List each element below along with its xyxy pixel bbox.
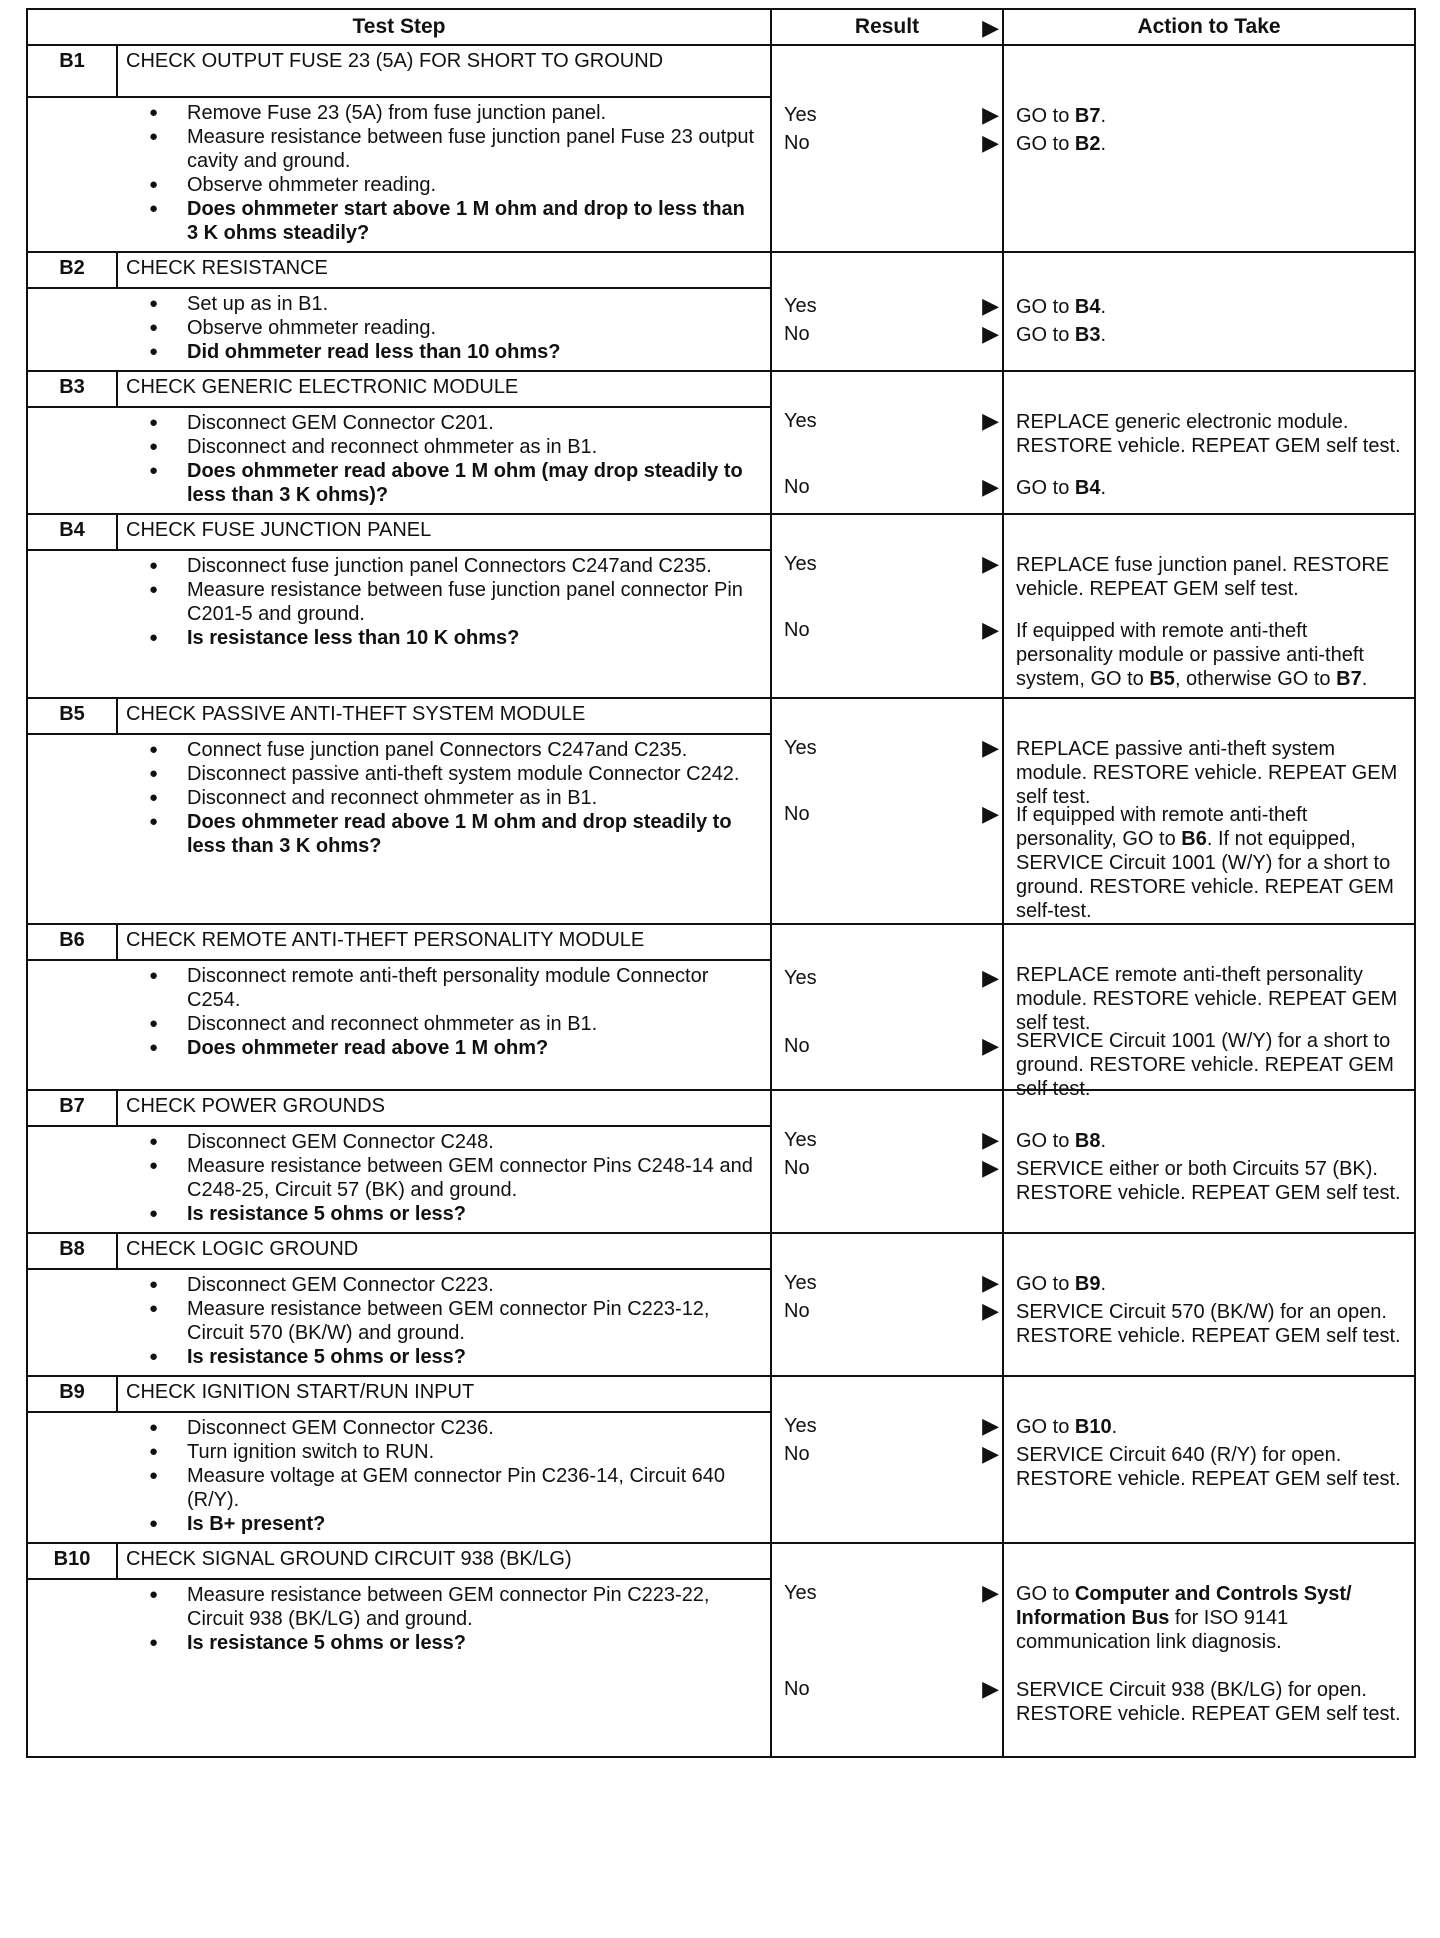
action-no bbox=[1016, 132, 1408, 156]
result-cell bbox=[771, 252, 1003, 371]
step-instructions bbox=[117, 550, 771, 698]
result-yes: Yes bbox=[784, 1272, 817, 1294]
table-header bbox=[27, 9, 1415, 45]
step-instructions bbox=[117, 1579, 771, 1757]
result-yes: Yes bbox=[784, 1129, 817, 1151]
step-number: B7 bbox=[27, 1090, 117, 1126]
action-no bbox=[1016, 476, 1408, 500]
step-instructions bbox=[117, 1412, 771, 1543]
action-text: GO to bbox=[1016, 1273, 1075, 1295]
arrow-right-icon: ▶ bbox=[982, 321, 999, 346]
instruction-list bbox=[187, 292, 760, 364]
instruction-item: ● Disconnect GEM Connector C236. bbox=[187, 1416, 760, 1440]
step-title: CHECK REMOTE ANTI-THEFT PERSONALITY MODULE bbox=[117, 924, 771, 960]
step-spacer bbox=[27, 1579, 117, 1757]
action-text: . bbox=[1100, 105, 1107, 127]
step-title: CHECK POWER GROUNDS bbox=[117, 1090, 771, 1126]
action-no bbox=[1016, 1300, 1408, 1348]
arrow-right-icon: ▶ bbox=[982, 1155, 999, 1180]
step-instructions bbox=[117, 407, 771, 514]
instruction-item: ● Measure resistance between fuse junction panel connector Pin C201-5 and ground. bbox=[187, 578, 760, 626]
result-no: No bbox=[784, 1443, 810, 1465]
step-instructions bbox=[117, 97, 771, 252]
result-no: No bbox=[784, 1678, 810, 1700]
step-spacer bbox=[27, 288, 117, 371]
arrow-right-icon: ▶ bbox=[982, 15, 999, 40]
action-text: . bbox=[1100, 1130, 1107, 1152]
step-title-row bbox=[27, 514, 1415, 550]
instruction-item: ● Disconnect GEM Connector C248. bbox=[187, 1130, 760, 1154]
result-no: No bbox=[784, 1035, 810, 1057]
instruction-question: ● Is resistance 5 ohms or less? bbox=[187, 1345, 760, 1369]
result-yes: Yes bbox=[784, 295, 817, 317]
result-no: No bbox=[784, 619, 810, 641]
instruction-list bbox=[187, 738, 760, 858]
action-text: GO to bbox=[1016, 1130, 1075, 1152]
action-yes bbox=[1016, 1415, 1408, 1439]
action-text: . bbox=[1100, 1273, 1107, 1295]
step-spacer bbox=[27, 960, 117, 1090]
action-text: SERVICE either or both Circuits 57 (BK). RESTORE vehicle. REPEAT GEM self test. bbox=[1016, 1158, 1401, 1204]
header-test-step: Test Step bbox=[27, 9, 771, 45]
step-instructions bbox=[117, 960, 771, 1090]
step-reference: B5 bbox=[1149, 668, 1175, 690]
instruction-list bbox=[187, 411, 760, 507]
result-yes: Yes bbox=[784, 553, 817, 575]
pinpoint-test-table bbox=[26, 8, 1416, 1758]
arrow-right-icon: ▶ bbox=[982, 1127, 999, 1152]
action-text: GO to bbox=[1016, 324, 1075, 346]
step-number: B9 bbox=[27, 1376, 117, 1412]
instruction-question: ● Does ohmmeter read above 1 M ohm and drop steadily to less than 3 K ohms? bbox=[187, 810, 760, 858]
step-title-row bbox=[27, 1090, 1415, 1126]
header-action: Action to Take bbox=[1003, 9, 1415, 45]
step-number: B1 bbox=[27, 45, 117, 97]
instruction-item: ● Measure voltage at GEM connector Pin C236-14, Circuit 640 (R/Y). bbox=[187, 1464, 760, 1512]
action-no bbox=[1016, 619, 1408, 691]
action-text: . bbox=[1100, 133, 1107, 155]
result-no: No bbox=[784, 1157, 810, 1179]
instruction-item: ● Connect fuse junction panel Connectors C247and C235. bbox=[187, 738, 760, 762]
action-no bbox=[1016, 1443, 1408, 1491]
action-cell bbox=[1003, 371, 1415, 514]
result-cell bbox=[771, 1543, 1003, 1757]
instruction-question: ● Is resistance 5 ohms or less? bbox=[187, 1631, 760, 1655]
action-text: GO to bbox=[1016, 477, 1075, 499]
action-no bbox=[1016, 323, 1408, 347]
instruction-item: ● Measure resistance between GEM connector Pins C248-14 and C248-25, Circuit 57 (BK) and ground. bbox=[187, 1154, 760, 1202]
instruction-item: ● Disconnect and reconnect ohmmeter as in B1. bbox=[187, 435, 760, 459]
step-title: CHECK FUSE JUNCTION PANEL bbox=[117, 514, 771, 550]
action-text: GO to bbox=[1016, 1583, 1075, 1605]
result-no: No bbox=[784, 132, 810, 154]
action-cell bbox=[1003, 1376, 1415, 1543]
result-yes: Yes bbox=[784, 1415, 817, 1437]
arrow-right-icon: ▶ bbox=[982, 617, 999, 642]
action-cell bbox=[1003, 1233, 1415, 1376]
step-title: CHECK GENERIC ELECTRONIC MODULE bbox=[117, 371, 771, 407]
step-spacer bbox=[27, 1269, 117, 1376]
action-text: . bbox=[1100, 296, 1107, 318]
instruction-item: ● Turn ignition switch to RUN. bbox=[187, 1440, 760, 1464]
arrow-right-icon: ▶ bbox=[982, 474, 999, 499]
result-yes: Yes bbox=[784, 104, 817, 126]
instruction-question: ● Did ohmmeter read less than 10 ohms? bbox=[187, 340, 760, 364]
instruction-item: ● Measure resistance between GEM connector Pin C223-22, Circuit 938 (BK/LG) and ground. bbox=[187, 1583, 760, 1631]
result-cell bbox=[771, 698, 1003, 924]
arrow-right-icon: ▶ bbox=[982, 1441, 999, 1466]
action-yes bbox=[1016, 553, 1408, 601]
result-cell bbox=[771, 1233, 1003, 1376]
instruction-item: ● Disconnect and reconnect ohmmeter as in B1. bbox=[187, 786, 760, 810]
action-text: If equipped with remote anti-theft personality module or passive anti-theft system, GO to bbox=[1016, 620, 1364, 690]
action-yes bbox=[1016, 737, 1408, 809]
action-text: REPLACE generic electronic module. RESTORE vehicle. REPEAT GEM self test. bbox=[1016, 411, 1401, 457]
action-text: SERVICE Circuit 1001 (W/Y) for a short to ground. RESTORE vehicle. REPEAT GEM self test. bbox=[1016, 1030, 1394, 1100]
arrow-right-icon: ▶ bbox=[982, 130, 999, 155]
instruction-question: ● Does ohmmeter start above 1 M ohm and drop to less than 3 K ohms steadily? bbox=[187, 197, 760, 245]
step-number: B6 bbox=[27, 924, 117, 960]
step-number: B3 bbox=[27, 371, 117, 407]
step-reference: B7 bbox=[1336, 668, 1362, 690]
action-yes bbox=[1016, 1272, 1408, 1296]
action-yes bbox=[1016, 410, 1408, 458]
step-number: B2 bbox=[27, 252, 117, 288]
action-text: REPLACE passive anti-theft system module. RESTORE vehicle. REPEAT GEM self test. bbox=[1016, 738, 1398, 808]
arrow-right-icon: ▶ bbox=[982, 1413, 999, 1438]
instruction-item: ● Disconnect fuse junction panel Connectors C247and C235. bbox=[187, 554, 760, 578]
arrow-right-icon: ▶ bbox=[982, 1298, 999, 1323]
step-number: B8 bbox=[27, 1233, 117, 1269]
instruction-list bbox=[187, 964, 760, 1060]
instruction-question: ● Does ohmmeter read above 1 M ohm (may drop steadily to less than 3 K ohms)? bbox=[187, 459, 760, 507]
action-cell bbox=[1003, 45, 1415, 252]
step-reference: B2 bbox=[1074, 133, 1101, 155]
step-number: B5 bbox=[27, 698, 117, 734]
instruction-item: ● Observe ohmmeter reading. bbox=[187, 316, 760, 340]
result-yes: Yes bbox=[784, 1582, 817, 1604]
action-yes bbox=[1016, 963, 1408, 1035]
step-reference: B10 bbox=[1074, 1416, 1112, 1438]
instruction-item: ● Remove Fuse 23 (5A) from fuse junction panel. bbox=[187, 101, 760, 125]
action-text: GO to bbox=[1016, 296, 1075, 318]
arrow-right-icon: ▶ bbox=[982, 1270, 999, 1295]
instruction-item: ● Disconnect and reconnect ohmmeter as in B1. bbox=[187, 1012, 760, 1036]
action-text: SERVICE Circuit 938 (BK/LG) for open. RESTORE vehicle. REPEAT GEM self test. bbox=[1016, 1679, 1401, 1725]
step-title: CHECK SIGNAL GROUND CIRCUIT 938 (BK/LG) bbox=[117, 1543, 771, 1579]
result-yes: Yes bbox=[784, 410, 817, 432]
step-reference: B6 bbox=[1181, 828, 1207, 850]
action-text: REPLACE remote anti-theft personality module. RESTORE vehicle. REPEAT GEM self test. bbox=[1016, 964, 1398, 1034]
header-result-label: Result bbox=[854, 15, 920, 38]
action-text: for ISO 9141 communication link diagnosis. bbox=[1016, 1607, 1289, 1653]
action-cell bbox=[1003, 698, 1415, 924]
step-instructions bbox=[117, 288, 771, 371]
step-spacer bbox=[27, 734, 117, 924]
action-yes bbox=[1016, 104, 1408, 128]
action-text: SERVICE Circuit 640 (R/Y) for open. RESTORE vehicle. REPEAT GEM self test. bbox=[1016, 1444, 1401, 1490]
step-reference: B7 bbox=[1074, 105, 1101, 127]
step-title: CHECK LOGIC GROUND bbox=[117, 1233, 771, 1269]
instruction-list bbox=[187, 554, 760, 650]
action-text: GO to bbox=[1016, 1416, 1075, 1438]
instruction-item: ● Set up as in B1. bbox=[187, 292, 760, 316]
action-text: If equipped with remote anti-theft personality, GO to bbox=[1016, 804, 1308, 850]
instruction-question: ● Is B+ present? bbox=[187, 1512, 760, 1536]
instruction-item: ● Measure resistance between GEM connector Pin C223-12, Circuit 570 (BK/W) and ground. bbox=[187, 1297, 760, 1345]
instruction-item: ● Disconnect GEM Connector C223. bbox=[187, 1273, 760, 1297]
action-text: otherwise GO to bbox=[1180, 668, 1337, 690]
action-text: GO to bbox=[1016, 133, 1075, 155]
action-yes bbox=[1016, 295, 1408, 319]
action-text: . bbox=[1361, 668, 1368, 690]
action-yes bbox=[1016, 1129, 1408, 1153]
step-reference: Computer and Controls Syst/ Information Bus bbox=[1016, 1583, 1352, 1629]
instruction-list bbox=[187, 1583, 760, 1655]
arrow-right-icon: ▶ bbox=[982, 293, 999, 318]
step-reference: B4 bbox=[1074, 477, 1101, 499]
step-spacer bbox=[27, 1412, 117, 1543]
result-no: No bbox=[784, 803, 810, 825]
step-title-row bbox=[27, 371, 1415, 407]
step-spacer bbox=[27, 97, 117, 252]
action-yes bbox=[1016, 1582, 1408, 1654]
step-instructions bbox=[117, 734, 771, 924]
result-no: No bbox=[784, 323, 810, 345]
instruction-list bbox=[187, 1416, 760, 1536]
action-text: GO to bbox=[1016, 105, 1075, 127]
diagnostic-table-page bbox=[26, 8, 1414, 1758]
action-no bbox=[1016, 803, 1408, 923]
action-cell bbox=[1003, 1090, 1415, 1233]
action-cell bbox=[1003, 924, 1415, 1100]
instruction-list bbox=[187, 101, 760, 245]
table-body bbox=[27, 45, 1415, 1757]
step-title: CHECK RESISTANCE bbox=[117, 252, 771, 288]
step-title-row bbox=[27, 252, 1415, 288]
step-reference: B4 bbox=[1074, 296, 1101, 318]
header-result bbox=[771, 9, 1003, 45]
action-no bbox=[1016, 1157, 1408, 1205]
arrow-right-icon: ▶ bbox=[982, 965, 999, 990]
action-text: . bbox=[1100, 477, 1107, 499]
action-no bbox=[1016, 1678, 1408, 1726]
step-title-row bbox=[27, 698, 1415, 734]
step-title: CHECK PASSIVE ANTI-THEFT SYSTEM MODULE bbox=[117, 698, 771, 734]
step-spacer bbox=[27, 407, 117, 514]
arrow-right-icon: ▶ bbox=[982, 1033, 999, 1058]
action-text: . bbox=[1100, 324, 1107, 346]
arrow-right-icon: ▶ bbox=[982, 801, 999, 826]
result-cell bbox=[771, 924, 1003, 1090]
arrow-right-icon: ▶ bbox=[982, 1580, 999, 1605]
step-number: B4 bbox=[27, 514, 117, 550]
result-cell bbox=[771, 1376, 1003, 1543]
action-text: . bbox=[1111, 1416, 1118, 1438]
instruction-question: ● Is resistance 5 ohms or less? bbox=[187, 1202, 760, 1226]
action-cell bbox=[1003, 1543, 1415, 1757]
instruction-item: ● Observe ohmmeter reading. bbox=[187, 173, 760, 197]
action-text: SERVICE Circuit 570 (BK/W) for an open. RESTORE vehicle. REPEAT GEM self test. bbox=[1016, 1301, 1401, 1347]
result-cell bbox=[771, 514, 1003, 698]
step-number: B10 bbox=[27, 1543, 117, 1579]
result-no: No bbox=[784, 476, 810, 498]
arrow-right-icon: ▶ bbox=[982, 102, 999, 127]
step-instructions bbox=[117, 1269, 771, 1376]
instruction-item: ● Disconnect remote anti-theft personality module Connector C254. bbox=[187, 964, 760, 1012]
result-yes: Yes bbox=[784, 737, 817, 759]
instruction-list bbox=[187, 1130, 760, 1226]
result-no: No bbox=[784, 1300, 810, 1322]
action-text: REPLACE fuse junction panel. RESTORE vehicle. REPEAT GEM self test. bbox=[1016, 554, 1390, 600]
instruction-item: ● Disconnect passive anti-theft system module Connector C242. bbox=[187, 762, 760, 786]
step-title-row bbox=[27, 924, 1415, 960]
result-cell bbox=[771, 371, 1003, 514]
instruction-question: ● Does ohmmeter read above 1 M ohm? bbox=[187, 1036, 760, 1060]
step-reference: B8 bbox=[1074, 1130, 1101, 1152]
arrow-right-icon: ▶ bbox=[982, 408, 999, 433]
action-text: . If not equipped, SERVICE Circuit 1001 (W/Y) for a short to ground. RESTORE vehicle. REPEAT GEM self-test. bbox=[1016, 828, 1394, 922]
step-title-row bbox=[27, 1543, 1415, 1579]
step-instructions bbox=[117, 1126, 771, 1233]
step-title: CHECK OUTPUT FUSE 23 (5A) FOR SHORT TO GROUND bbox=[117, 45, 771, 97]
instruction-question: ● Is resistance less than 10 K ohms? bbox=[187, 626, 760, 650]
arrow-right-icon: ▶ bbox=[982, 1676, 999, 1701]
step-title-row bbox=[27, 1233, 1415, 1269]
action-cell bbox=[1003, 252, 1415, 371]
action-cell bbox=[1003, 514, 1415, 698]
step-reference: B3 bbox=[1074, 324, 1101, 346]
step-title-row bbox=[27, 45, 1415, 97]
step-spacer bbox=[27, 1126, 117, 1233]
step-title: CHECK IGNITION START/RUN INPUT bbox=[117, 1376, 771, 1412]
instruction-item: ● Disconnect GEM Connector C201. bbox=[187, 411, 760, 435]
instruction-item: ● Measure resistance between fuse junction panel Fuse 23 output cavity and ground. bbox=[187, 125, 760, 173]
step-reference: B9 bbox=[1074, 1273, 1101, 1295]
instruction-list bbox=[187, 1273, 760, 1369]
action-text: , bbox=[1174, 668, 1181, 690]
result-cell bbox=[771, 1090, 1003, 1233]
result-yes: Yes bbox=[784, 967, 817, 989]
step-title-row bbox=[27, 1376, 1415, 1412]
arrow-right-icon: ▶ bbox=[982, 735, 999, 760]
arrow-right-icon: ▶ bbox=[982, 551, 999, 576]
step-spacer bbox=[27, 550, 117, 698]
result-cell bbox=[771, 45, 1003, 252]
